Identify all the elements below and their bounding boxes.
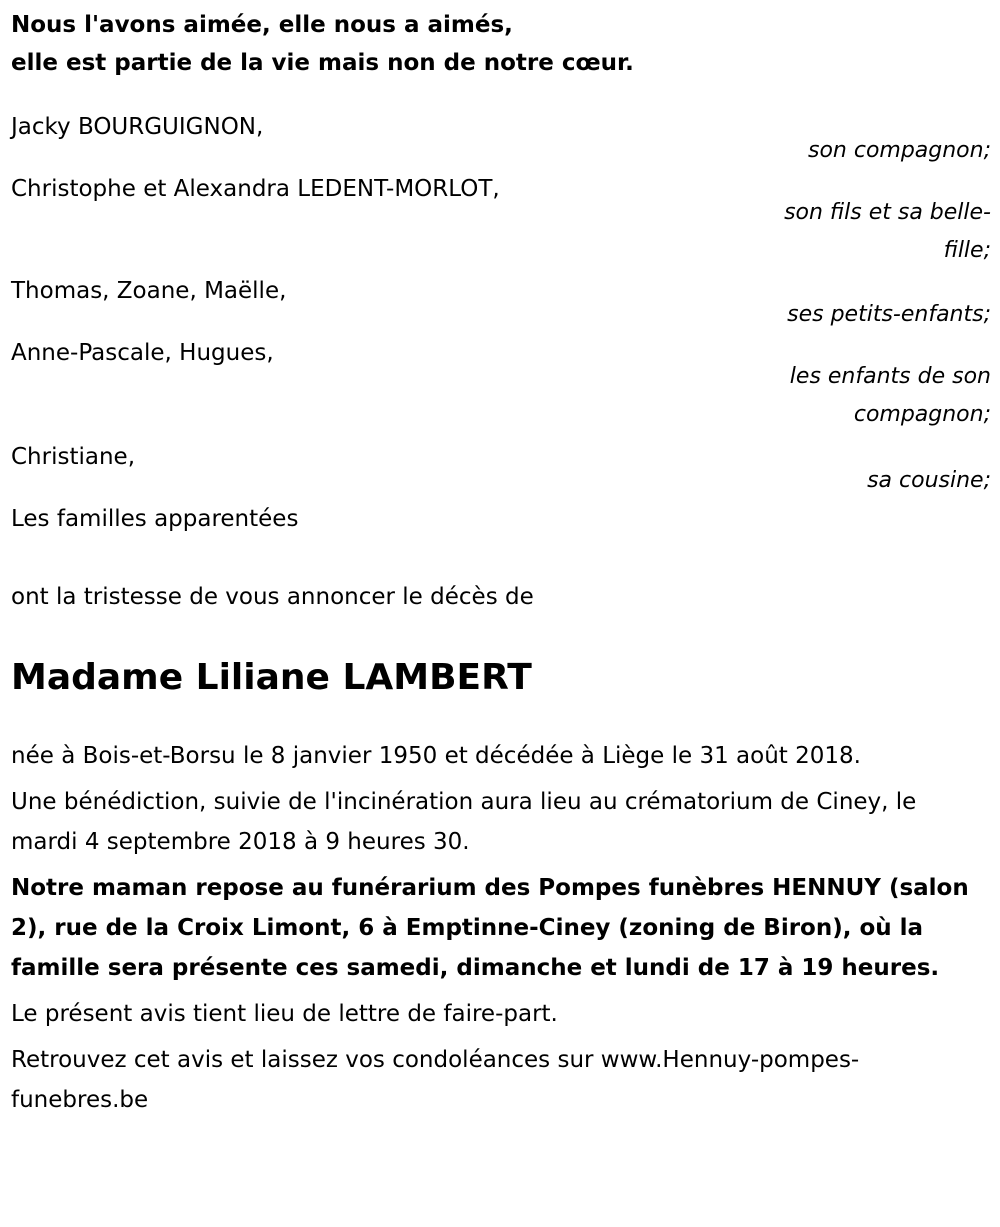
family-member-name: Christiane, — [11, 444, 136, 470]
notice-text: Le présent avis tient lieu de lettre de faire-part. — [11, 1001, 558, 1027]
family-member-name: Anne-Pascale, Hugues, — [11, 340, 274, 366]
family-member-name: Christophe et Alexandra LEDENT-MORLOT, — [11, 176, 500, 202]
epigraph-line-1: Nous l'avons aimée, elle nous a aimés, — [11, 12, 513, 38]
family-member-name: Les familles apparentées — [11, 506, 299, 532]
family-member-relation: ses petits-enfants; — [787, 302, 991, 327]
visitation-text: Notre maman repose au funérarium des Pompes funèbres HENNUY (salon 2), rue de la Croix Limont, 6 à Emptinne-Ciney (zoning de Biron), où la famille sera présente ces samedi, dimanche et lundi de 17 à 19 heures. — [11, 875, 969, 981]
epigraph-line-2: elle est partie de la vie mais non de notre cœur. — [11, 50, 634, 76]
family-entry — [11, 170, 991, 272]
family-member-name: Jacky BOURGUIGNON, — [11, 114, 264, 140]
ceremony-text: Une bénédiction, suivie de l'incinération aura lieu au crématorium de Ciney, le mardi 4 septembre 2018 à 9 heures 30. — [11, 789, 917, 855]
details-section — [11, 736, 986, 1120]
family-member-relation: son fils et sa belle-fille; — [784, 200, 991, 263]
family-list — [11, 108, 991, 538]
family-entry — [11, 108, 991, 170]
family-entry — [11, 272, 991, 334]
family-member-relation: son compagnon; — [807, 138, 991, 163]
announcement-text: ont la tristesse de vous annoncer le décès de — [11, 584, 534, 610]
epigraph — [11, 6, 991, 82]
family-member-relation: sa cousine; — [867, 468, 991, 493]
family-member-relation: les enfants de son compagnon; — [789, 364, 991, 427]
family-entry — [11, 334, 991, 438]
deceased-name: Madame Liliane LAMBERT — [11, 657, 532, 698]
family-member-name: Thomas, Zoane, Maëlle, — [11, 278, 287, 304]
family-entry — [11, 438, 991, 500]
family-entry — [11, 500, 991, 538]
birth-death-text: née à Bois-et-Borsu le 8 janvier 1950 et décédée à Liège le 31 août 2018. — [11, 743, 861, 769]
website-text: Retrouvez cet avis et laissez vos condoléances sur www.Hennuy-pompes-funebres.be — [11, 1047, 860, 1113]
obituary-notice — [11, 0, 991, 1126]
